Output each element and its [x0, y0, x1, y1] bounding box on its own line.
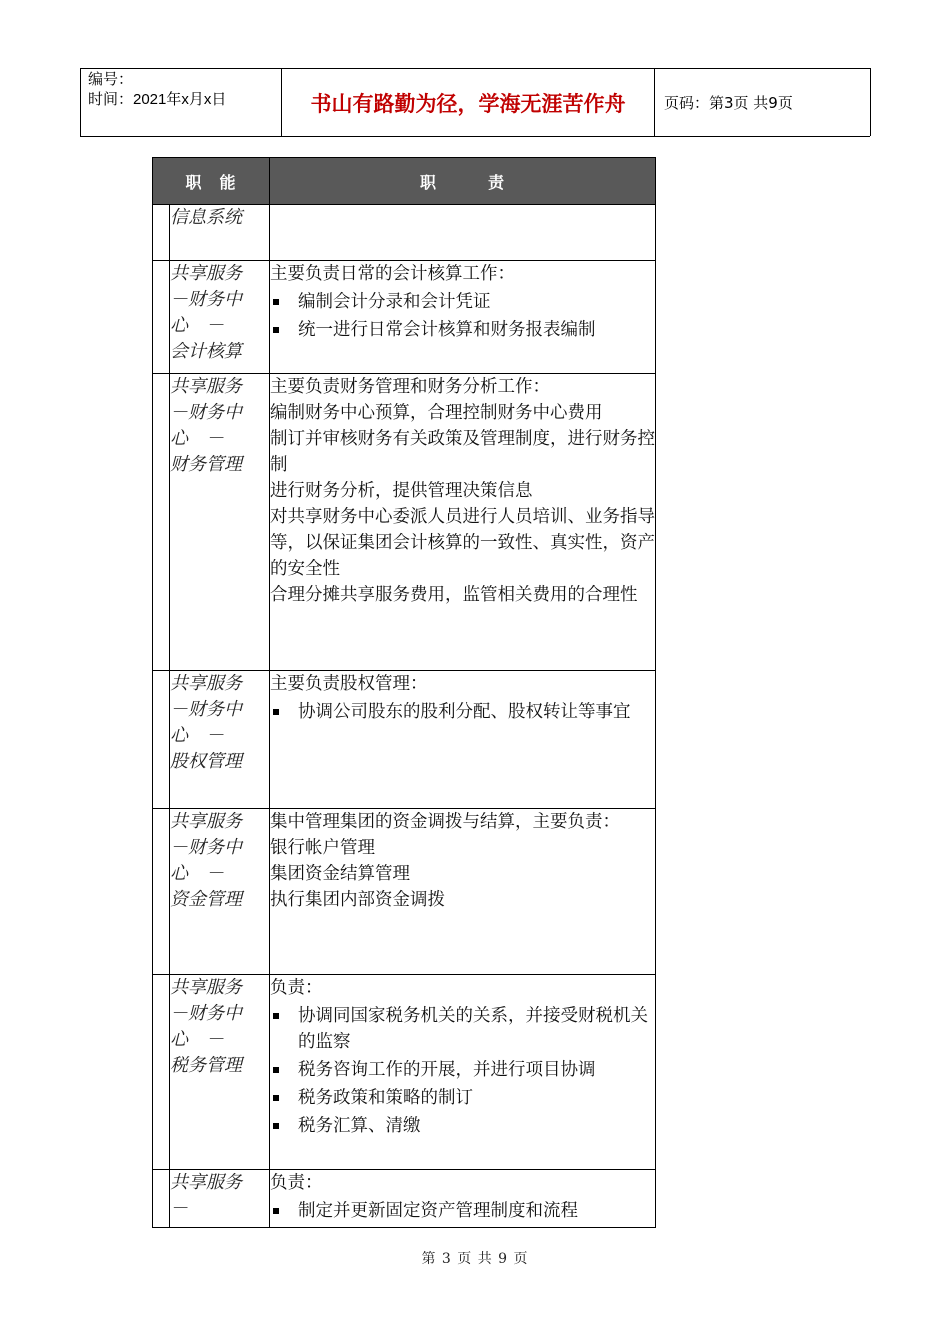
header-divider: [870, 68, 871, 136]
duty-line: 主要负责日常的会计核算工作：: [270, 264, 516, 284]
duty-cell: [270, 671, 656, 809]
function-line: －: [170, 1198, 188, 1219]
table-row: [153, 671, 656, 809]
col-header-function: 职 能: [153, 158, 270, 205]
function-line: 共享服务: [170, 263, 242, 284]
duty-table: [152, 157, 656, 1228]
function-line: 共享服务: [170, 977, 242, 998]
header-motto: 书山有路勤为径，学海无涯苦作舟: [310, 92, 626, 116]
duty-bullet-list: [270, 699, 655, 725]
duty-line: 执行集团内部资金调拨: [270, 890, 446, 910]
table-row: [153, 975, 656, 1170]
duty-line: 集中管理集团的资金调拨与结算，主要负责：: [270, 812, 621, 832]
duty-bullet-item: 制定并更新固定资产管理制度和流程: [270, 1198, 655, 1224]
table-row: [153, 809, 656, 975]
duty-bullet-list: [270, 1003, 655, 1139]
row-gutter: [153, 374, 170, 671]
function-cell: [170, 809, 270, 975]
duty-bullet-item: 税务咨询工作的开展，并进行项目协调: [270, 1057, 655, 1083]
function-line: 信息系统: [170, 207, 242, 228]
duty-bullet-item: 协调同国家税务机关的关系，并接受财税机关的监察: [270, 1003, 655, 1055]
duty-cell: [270, 374, 656, 671]
function-line: 税务管理: [170, 1055, 242, 1076]
doc-time: 时间：2021年x月x日: [88, 91, 227, 108]
row-gutter: [153, 671, 170, 809]
table-row: [153, 1170, 656, 1228]
duty-bullet-item: 税务政策和策略的制订: [270, 1085, 655, 1111]
function-line: 心 －: [170, 725, 224, 746]
duty-line: 合理分摊共享服务费用，监管相关费用的合理性: [270, 585, 638, 605]
header-doc-info: [88, 70, 226, 110]
duty-bullet-list: [270, 1198, 655, 1224]
function-line: 会计核算: [170, 341, 242, 362]
header-page-info: 页码：第3页 共9页: [664, 94, 793, 112]
function-cell: [170, 975, 270, 1170]
header-divider: [654, 68, 655, 136]
table-row: [153, 261, 656, 374]
function-cell: [170, 374, 270, 671]
duty-line: 主要负责股权管理：: [270, 674, 428, 694]
duty-bullet-item: 协调公司股东的股利分配、股权转让等事宜: [270, 699, 655, 725]
function-line: －财务中: [170, 289, 242, 310]
doc-number: 编号：: [88, 71, 134, 88]
page-footer: 第 3 页 共 9 页: [421, 1251, 529, 1267]
function-line: 心 －: [170, 1029, 224, 1050]
col-header-duty: 职 责: [270, 158, 656, 205]
duty-line: 银行帐户管理: [270, 838, 376, 858]
duty-bullet-list: [270, 289, 655, 343]
header-divider: [281, 68, 282, 136]
function-cell: [170, 261, 270, 374]
function-line: －财务中: [170, 837, 242, 858]
duty-line: 对共享财务中心委派人员进行人员培训、业务指导等，以保证集团会计核算的一致性、真实性，资产的安全性: [270, 507, 656, 579]
header-bottom-rule: [80, 136, 870, 137]
row-gutter: [153, 809, 170, 975]
duty-cell: [270, 261, 656, 374]
function-line: 共享服务: [170, 811, 242, 832]
function-line: 资金管理: [170, 889, 242, 910]
duty-bullet-item: 编制会计分录和会计凭证: [270, 289, 655, 315]
duty-line: 进行财务分析，提供管理决策信息: [270, 481, 533, 501]
function-line: 心 －: [170, 863, 224, 884]
duty-cell: [270, 809, 656, 975]
function-line: 共享服务: [170, 1172, 242, 1193]
function-line: 股权管理: [170, 751, 242, 772]
duty-line: 编制财务中心预算，合理控制财务中心费用: [270, 403, 603, 423]
table-header-row: [153, 158, 656, 205]
function-line: 共享服务: [170, 673, 242, 694]
header-top-rule: [80, 68, 870, 69]
function-line: 共享服务: [170, 376, 242, 397]
duty-cell: [270, 975, 656, 1170]
duty-cell: [270, 205, 656, 261]
duty-line: 负责：: [270, 978, 323, 998]
duty-cell: [270, 1170, 656, 1228]
row-gutter: [153, 975, 170, 1170]
row-gutter: [153, 261, 170, 374]
duty-line: 制订并审核财务有关政策及管理制度，进行财务控制: [270, 429, 656, 475]
function-line: 财务管理: [170, 454, 242, 475]
table-row: [153, 374, 656, 671]
duty-line: 主要负责财务管理和财务分析工作：: [270, 377, 551, 397]
function-cell: [170, 1170, 270, 1228]
function-line: －财务中: [170, 402, 242, 423]
duty-bullet-item: 税务汇算、清缴: [270, 1113, 655, 1139]
function-line: －财务中: [170, 699, 242, 720]
table-row: [153, 205, 656, 261]
duty-line: 负责：: [270, 1173, 323, 1193]
function-cell: [170, 671, 270, 809]
duty-line: 集团资金结算管理: [270, 864, 411, 884]
function-line: 心 －: [170, 315, 224, 336]
row-gutter: [153, 205, 170, 261]
row-gutter: [153, 1170, 170, 1228]
header-divider: [80, 68, 81, 136]
function-line: 心 －: [170, 428, 224, 449]
function-line: －财务中: [170, 1003, 242, 1024]
function-cell: [170, 205, 270, 261]
duty-bullet-item: 统一进行日常会计核算和财务报表编制: [270, 317, 655, 343]
